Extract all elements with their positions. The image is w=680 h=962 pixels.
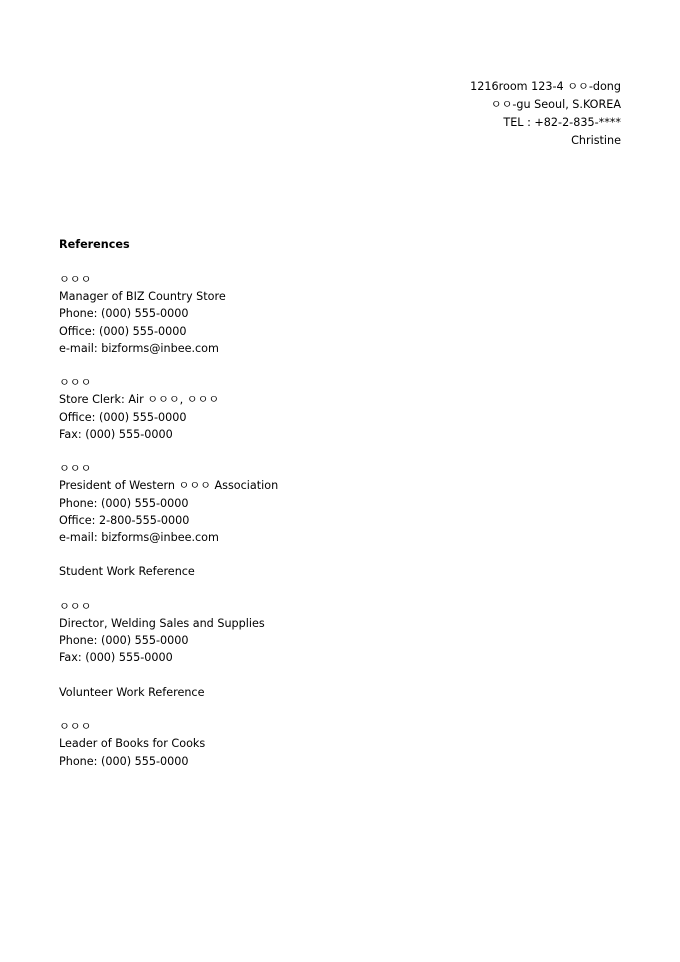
reference-entry-2: [59, 374, 619, 443]
student-section-title-block: [59, 563, 619, 580]
volunteer-section-title: Volunteer Work Reference: [59, 685, 205, 699]
reference-email: e-mail: bizforms@inbee.com: [59, 531, 219, 545]
reference-name: ㅇㅇㅇ: [59, 376, 92, 390]
reference-phone: Phone: (000) 555-0000: [59, 496, 189, 510]
reference-fax: Fax: (000) 555-0000: [59, 427, 173, 441]
references-content: [59, 236, 619, 787]
address-line-1: 1216room 123-4 ㅇㅇ-dong: [470, 80, 621, 93]
reference-office: Office: (000) 555-0000: [59, 410, 187, 424]
reference-fax: Fax: (000) 555-0000: [59, 651, 173, 665]
reference-title: Director, Welding Sales and Supplies: [59, 617, 265, 630]
reference-name: ㅇㅇㅇ: [59, 720, 92, 734]
reference-phone: Phone: (000) 555-0000: [59, 754, 189, 768]
student-section-title: Student Work Reference: [59, 565, 195, 579]
student-reference-entry: [59, 598, 619, 667]
reference-name: ㅇㅇㅇ: [59, 273, 92, 286]
reference-office: Office: 2-800-555-0000: [59, 513, 190, 527]
volunteer-reference-entry: [59, 718, 619, 770]
reference-phone: Phone: (000) 555-0000: [59, 634, 189, 648]
reference-phone: Phone: (000) 555-0000: [59, 307, 189, 321]
sender-address: [470, 78, 621, 150]
reference-entry-1: [59, 271, 619, 357]
address-line-2: ㅇㅇ-gu Seoul, S.KOREA: [490, 98, 621, 111]
address-phone: TEL : +82-2-835-****: [503, 116, 621, 129]
reference-title: Store Clerk: Air ㅇㅇㅇ, ㅇㅇㅇ: [59, 393, 220, 407]
reference-entry-3: [59, 460, 619, 546]
volunteer-section-title-block: [59, 684, 619, 701]
reference-title: Manager of BIZ Country Store: [59, 290, 226, 304]
reference-name: ㅇㅇㅇ: [59, 599, 92, 613]
sender-name: Christine: [571, 134, 621, 147]
reference-title: Leader of Books for Cooks: [59, 737, 206, 751]
reference-name: ㅇㅇㅇ: [59, 462, 92, 476]
references-heading: References: [59, 238, 130, 251]
reference-email: e-mail: bizforms@inbee.com: [59, 341, 219, 355]
reference-title: President of Western ㅇㅇㅇ Association: [59, 479, 279, 493]
reference-office: Office: (000) 555-0000: [59, 324, 187, 338]
